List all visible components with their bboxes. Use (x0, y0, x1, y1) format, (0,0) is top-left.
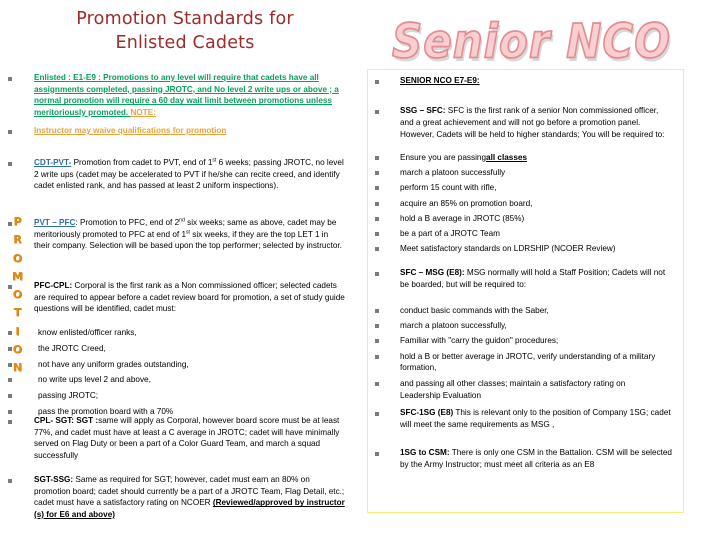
bullet-marker (375, 156, 379, 160)
left-item-sgt-ssg (34, 474, 346, 521)
page-title (20, 8, 350, 55)
right-item-sfc-msg (400, 267, 672, 291)
bullet-marker (375, 309, 379, 313)
vertical-letter: M (12, 269, 23, 283)
bullet-marker (8, 77, 12, 81)
left-item-enlisted-lead: Enlisted : E1-E9 : Promotions to any level will require that cadets have all assignments completed, passing JROTC, and No level 2 write ups or above ; a normal promotion will require a 60 day wait limit between promotions unless meritoriously promoted. (34, 73, 339, 117)
right-item-ssg-sfc-body: SFC is the first rank of a senior Non commissioned officer, and a great achievement and will not go before a promotion panel. However, Cadets will be held to higher standards; You will be required to: (400, 106, 665, 139)
list-item (400, 167, 668, 179)
list-item: not have any uniform grades outstanding, (38, 359, 189, 369)
vertical-letter: P (13, 215, 22, 228)
bullet-marker (8, 347, 12, 351)
left-item-pfc-cpl-label: PFC-CPL: (34, 281, 73, 290)
vertical-letter: O (12, 343, 23, 357)
vertical-letter: N (12, 361, 23, 375)
bullet-marker (375, 186, 379, 190)
list-item: and passing all other classes; maintain a satisfactory rating on Leadership Evaluation (400, 378, 626, 400)
left-item-enlisted-e1-e9 (34, 72, 346, 119)
right-item-ssg-sfc-label: SSG – SFC: (400, 106, 446, 115)
bullet-marker (375, 339, 379, 343)
left-item-sgt-ssg-label: SGT-SSG: (34, 475, 74, 484)
right-item-sfc-msg-body: MSG normally will hold a Staff Position; Cadets will not be boarded, but will be required to: (400, 268, 666, 289)
list-item: conduct basic commands with the Saber, (400, 306, 549, 315)
right-item-1sg-csm (400, 447, 672, 471)
left-item-cpl-sgt-body: same will apply as Corporal, however board score must be at least 77%, and cadet must have at least a C average in JROTC; cadet will have minimally served on Flag Duty or been a part of a Color Guard Team, and march a squad successfully (34, 416, 340, 460)
right-item-sfc-1sg-body: This is relevant only to the position of Company 1SG; cadet will meet the same requirements as MSG , (400, 408, 671, 429)
left-item-cdt-pvt (34, 157, 346, 192)
left-item-pfc-cpl (34, 280, 346, 315)
vertical-letter: O (12, 288, 23, 302)
left-item-sgt-ssg-tail: (Reviewed/approved by instructor (s) for E6 and above) (34, 498, 345, 519)
left-item-sgt-ssg-body: Same as required for SGT; however, cadet must earn an 80% on promotion board; cadet should currently be a part of a JROTC Team, Flag Detail, etc.; cadet must have a satisfactory rating on NCOER (34, 475, 345, 508)
bullet-marker (8, 162, 12, 166)
bullet-marker (375, 110, 379, 114)
list-item-label: be a part of a JROTC Team (400, 229, 500, 238)
list-item: know enlisted/officer ranks, (38, 328, 137, 337)
bullet-marker (8, 285, 12, 289)
list-item: pass the promotion board with a 70% (38, 407, 174, 416)
right-item-1sg-csm-label: 1SG to CSM: (400, 448, 450, 457)
list-item-label: hold a B average in JROTC (85%) (400, 213, 525, 223)
bullet-marker (8, 479, 12, 483)
list-item: the JROTC Creed, (38, 343, 106, 353)
bullet-marker (8, 410, 12, 414)
list-item (400, 182, 668, 194)
left-item-pvt-pfc (34, 217, 346, 252)
left-item-pvt-pfc-body: : Promotion to PFC, end of 2nd six weeks; same as above, cadet may be meritoriously promoted to PFC at end of 1st six weeks, if they are the top LET 1 in their company. Selection will be based upon the top performer; selected by instructor. (34, 217, 342, 251)
list-item-label: Meet satisfactory standards on LDRSHIP (NCOER Review) (400, 244, 616, 254)
list-item-emphasis: all classes (486, 153, 528, 162)
list-item: march a platoon successfully, (400, 321, 507, 331)
left-item-enlisted-note: NOTE: (130, 107, 156, 117)
left-item-instructor-waiver-text: Instructor may waive qualifications for promotion (34, 126, 227, 135)
bullet-marker (8, 394, 12, 398)
vertical-promotion-word (12, 216, 23, 381)
list-item-label: Ensure you are passing (400, 153, 487, 162)
wordart-title: Senior NCO (392, 14, 671, 69)
right-heading (400, 75, 672, 87)
list-item (400, 152, 668, 164)
bullet-marker (375, 202, 379, 206)
bullet-marker (375, 412, 379, 416)
left-item-pvt-pfc-label: PVT – PFC (34, 218, 76, 227)
list-item-label: acquire an 85% on promotion board, (400, 198, 533, 208)
right-item-sfc-msg-label: SFC – MSG (E8): (400, 268, 465, 277)
list-item-label: perform 15 count with rifle, (400, 183, 497, 193)
bullet-marker (375, 217, 379, 221)
bullet-marker (8, 363, 12, 367)
left-item-instructor-waiver (34, 125, 346, 137)
bullet-marker (375, 355, 379, 359)
bullet-marker (375, 80, 379, 84)
list-item (400, 198, 668, 210)
list-item (400, 228, 668, 240)
bullet-marker (375, 272, 379, 276)
left-item-cdt-pvt-body: Promotion from cadet to PVT, end of 1st 6 weeks; passing JROTC, no level 2 write ups (cadet may be accelerated to PVT if he/she can recite creed, and identify cadet enlisted rank, and has passed at least 2 uniform inspections). (34, 157, 344, 191)
bullet-marker (375, 382, 379, 386)
vertical-letter: O (12, 251, 23, 265)
bullet-marker (375, 324, 379, 328)
list-item: no write ups level 2 and above, (38, 375, 151, 385)
list-item: Familiar with "carry the guidon" procedures; (400, 336, 559, 346)
right-item-ssg-sfc (400, 105, 672, 141)
list-item (400, 243, 668, 255)
left-item-pfc-cpl-body: Corporal is the first rank as a Non commissioned officer; selected cadets are required to appear before a cadet review board for promotion, a set of study guide questions will be identified, cadet must: (34, 281, 345, 314)
right-item-sfc-1sg-label: SFC-1SG (E8) (400, 408, 454, 417)
bullet-marker (8, 420, 12, 424)
right-item-1sg-csm-body: There is only one CSM in the Battalion. CSM will be selected by the Army Instructor; must meet all criteria as an E8 (400, 448, 672, 469)
bullet-marker (375, 452, 379, 456)
bullet-marker (375, 247, 379, 251)
left-item-cpl-sgt (34, 415, 346, 462)
left-item-cpl-sgt-label: CPL- SGT: SGT : (34, 416, 99, 425)
right-item-sfc-1sg (400, 407, 672, 431)
bullet-marker (8, 331, 12, 335)
list-item: hold a B or better average in JROTC, verify understanding of a military formation, (400, 351, 656, 373)
vertical-letter: R (13, 233, 22, 247)
right-heading-text: SENIOR NCO E7-E9: (400, 76, 480, 85)
bullet-marker (375, 171, 379, 175)
bullet-marker (375, 232, 379, 236)
list-item (400, 213, 668, 225)
list-item-label: march a platoon successfully (400, 168, 506, 178)
left-item-cdt-pvt-label: CDT-PVT- (34, 158, 72, 167)
page-title-line1: Promotion Standards for (76, 9, 294, 29)
page-title-line2: Enlisted Cadets (115, 32, 255, 53)
bullet-marker (8, 222, 12, 226)
vertical-letter: I (15, 324, 20, 338)
bullet-marker (8, 130, 12, 134)
bullet-marker (8, 378, 12, 382)
vertical-letter: T (13, 306, 22, 320)
list-item: passing JROTC; (38, 391, 99, 401)
